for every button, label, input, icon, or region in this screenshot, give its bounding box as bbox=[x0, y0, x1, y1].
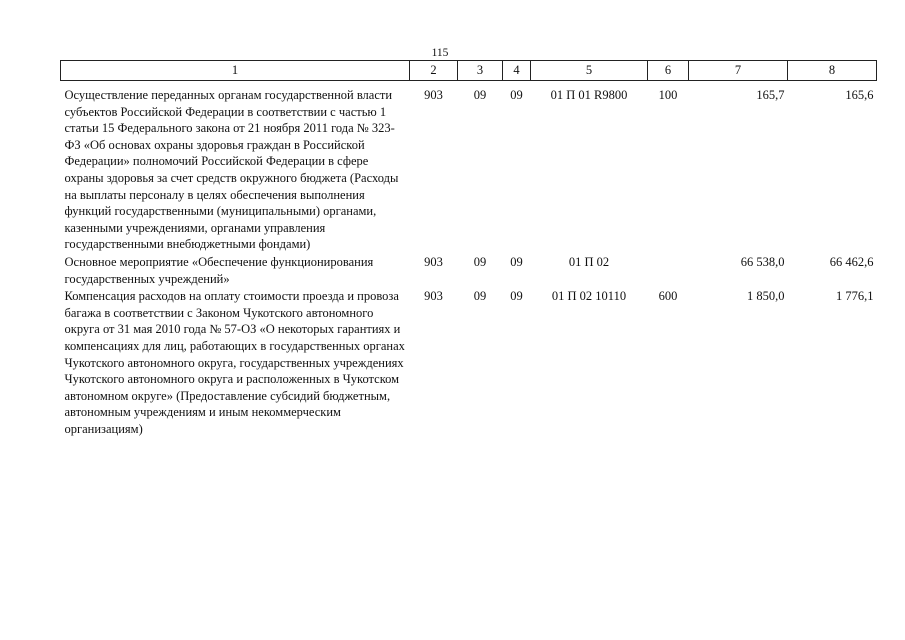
row-ministry-code: 903 bbox=[424, 254, 443, 269]
row-target-code: 01 П 01 R9800 bbox=[550, 88, 628, 102]
row-actual-amount: 1 776,1 bbox=[836, 289, 874, 304]
row-expense-type: 600 bbox=[658, 289, 678, 304]
header-cell-5: 5 bbox=[531, 61, 648, 81]
row-target-code: 01 П 02 bbox=[568, 254, 610, 269]
header-cell-2: 2 bbox=[410, 61, 458, 81]
row-subsection-code: 09 bbox=[510, 289, 523, 304]
page-number: 115 bbox=[431, 47, 449, 59]
row-ministry-code: 903 bbox=[424, 289, 443, 304]
row-section-code: 09 bbox=[473, 289, 487, 304]
header-cell-1: 1 bbox=[61, 61, 410, 81]
table-header-row bbox=[61, 61, 877, 81]
row-description: Компенсация расходов на оплату стоимости проезда и провоза багажа в соответствии с Законом Чукотского автономного округа от 31 мая 2010 года № 57-ОЗ «О некоторых гарантиях и компенсациях для лиц, работающих в государственных органах Чукотского автономного округа, государственных учреждениях Чукотского автономного округа и расположенных в Чукотском автономном округе» (Предоставление субсидий бюджетным, автономным учреждениям и иным некоммерческим организациям) bbox=[64, 289, 405, 436]
header-cell-4: 4 bbox=[503, 61, 531, 81]
header-cell-3: 3 bbox=[458, 61, 503, 81]
row-subsection-code: 09 bbox=[510, 88, 523, 102]
budget-table bbox=[60, 60, 877, 437]
row-target-code: 01 П 02 10110 bbox=[551, 289, 627, 304]
row-planned-amount: 1 850,0 bbox=[747, 289, 785, 304]
row-actual-amount: 66 462,6 bbox=[829, 254, 874, 269]
row-ministry-code: 903 bbox=[424, 88, 443, 102]
row-subsection-code: 09 bbox=[510, 254, 523, 269]
row-planned-amount: 165,7 bbox=[756, 88, 785, 102]
table-row bbox=[61, 81, 877, 253]
row-section-code: 09 bbox=[473, 254, 487, 269]
row-section-code: 09 bbox=[473, 88, 487, 102]
row-actual-amount: 165,6 bbox=[845, 88, 874, 102]
row-expense-type: 100 bbox=[658, 88, 678, 102]
row-planned-amount: 66 538,0 bbox=[740, 254, 785, 269]
row-expense-type bbox=[648, 253, 689, 287]
row-description: Осуществление переданных органам государственной власти субъектов Российской Федерации в соответствии с частью 1 статьи 15 Федерального закона от 21 ноября 2011 года № 323-ФЗ «Об основах охраны здоровья граждан в Российской Федерации» полномочий Российской Федерации в сфере охраны здоровья за счет средств окружного бюджета (Расходы на выплаты персоналу в целях обеспечения выполнения функций государственными (муниципальными) органами, казенными учреждениями, органами управления государственными внебюджетными фондами) bbox=[64, 88, 399, 252]
header-cell-7: 7 bbox=[689, 61, 788, 81]
table-row bbox=[61, 287, 877, 437]
header-cell-8: 8 bbox=[788, 61, 877, 81]
row-description: Основное мероприятие «Обеспечение функционирования государственных учреждений» bbox=[64, 254, 374, 286]
header-cell-6: 6 bbox=[648, 61, 689, 81]
table-row bbox=[61, 253, 877, 287]
